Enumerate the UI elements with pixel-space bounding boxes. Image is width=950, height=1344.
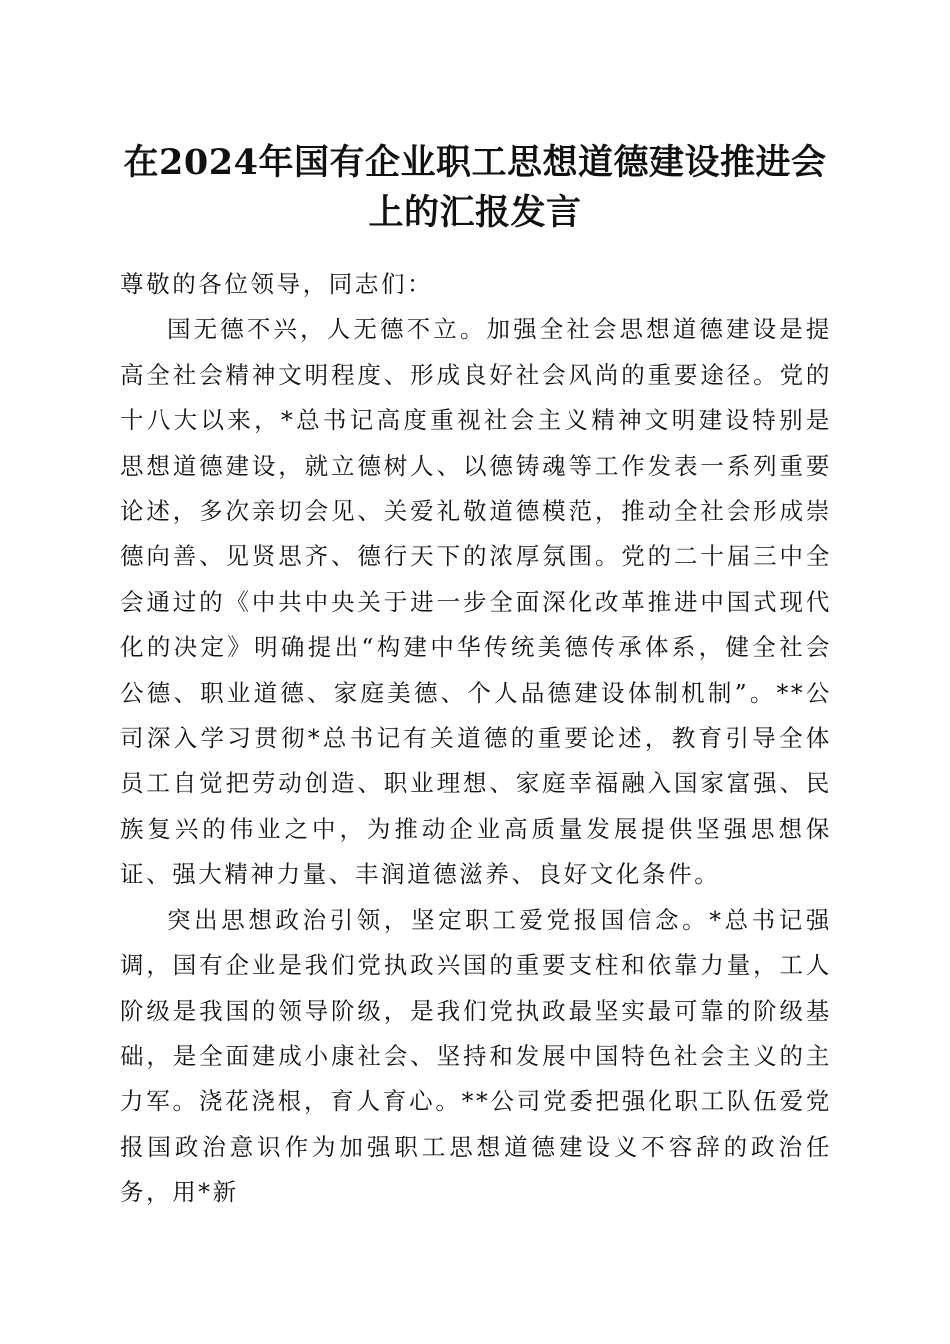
paragraph-intro: 国无德不兴，人无德不立。加强全社会思想道德建设是提高全社会精神文明程度、形成良好社会风尚的重要途径。党的十八大以来，*总书记高度重视社会主义精神文明建设特别是思想道德建设，就立德树人、以德铸魂等工作发表一系列重要论述，多次亲切会见、关爱礼敬道德模范，推动全社会形成崇德向善、见贤思齐、德行天下的浓厚氛围。党的二十届三中全会通过的《中共中央关于进一步全面深化改革推进中国式现代化的决定》明确提出“构建中华传统美德传承体系，健全社会公德、职业道德、家庭美德、个人品德建设体制机制”。**公司深入学习贯彻*总书记有关道德的重要论述，教育引导全体员工自觉把劳动创造、职业理想、家庭幸福融入国家富强、民族复兴的伟业之中，为推动企业高质量发展提供坚强思想保证、强大精神力量、丰润道德滋养、良好文化条件。 xyxy=(120,315,832,889)
paragraph-political-guidance: 突出思想政治引领，坚定职工爱党报国信念。*总书记强调，国有企业是我们党执政兴国的重要支柱和依靠力量，工人阶级是我国的领导阶级，是我们党执政最坚实最可靠的阶级基础，是全面建成小康社会、坚持和发展中国特色社会主义的主力军。浇花浇根，育人育心。**公司党委把强化职工队伍爱党报国政治意识作为加强职工思想道德建设义不容辞的政治任务，用*新 xyxy=(120,905,832,1207)
salutation: 尊敬的各位领导，同志们： xyxy=(120,270,434,298)
document-title xyxy=(100,138,850,238)
title-line-2: 上的汇报发言 xyxy=(368,192,582,233)
title-line-1: 在2024年国有企业职工思想道德建设推进会 xyxy=(123,142,827,183)
document-body xyxy=(120,262,832,1216)
